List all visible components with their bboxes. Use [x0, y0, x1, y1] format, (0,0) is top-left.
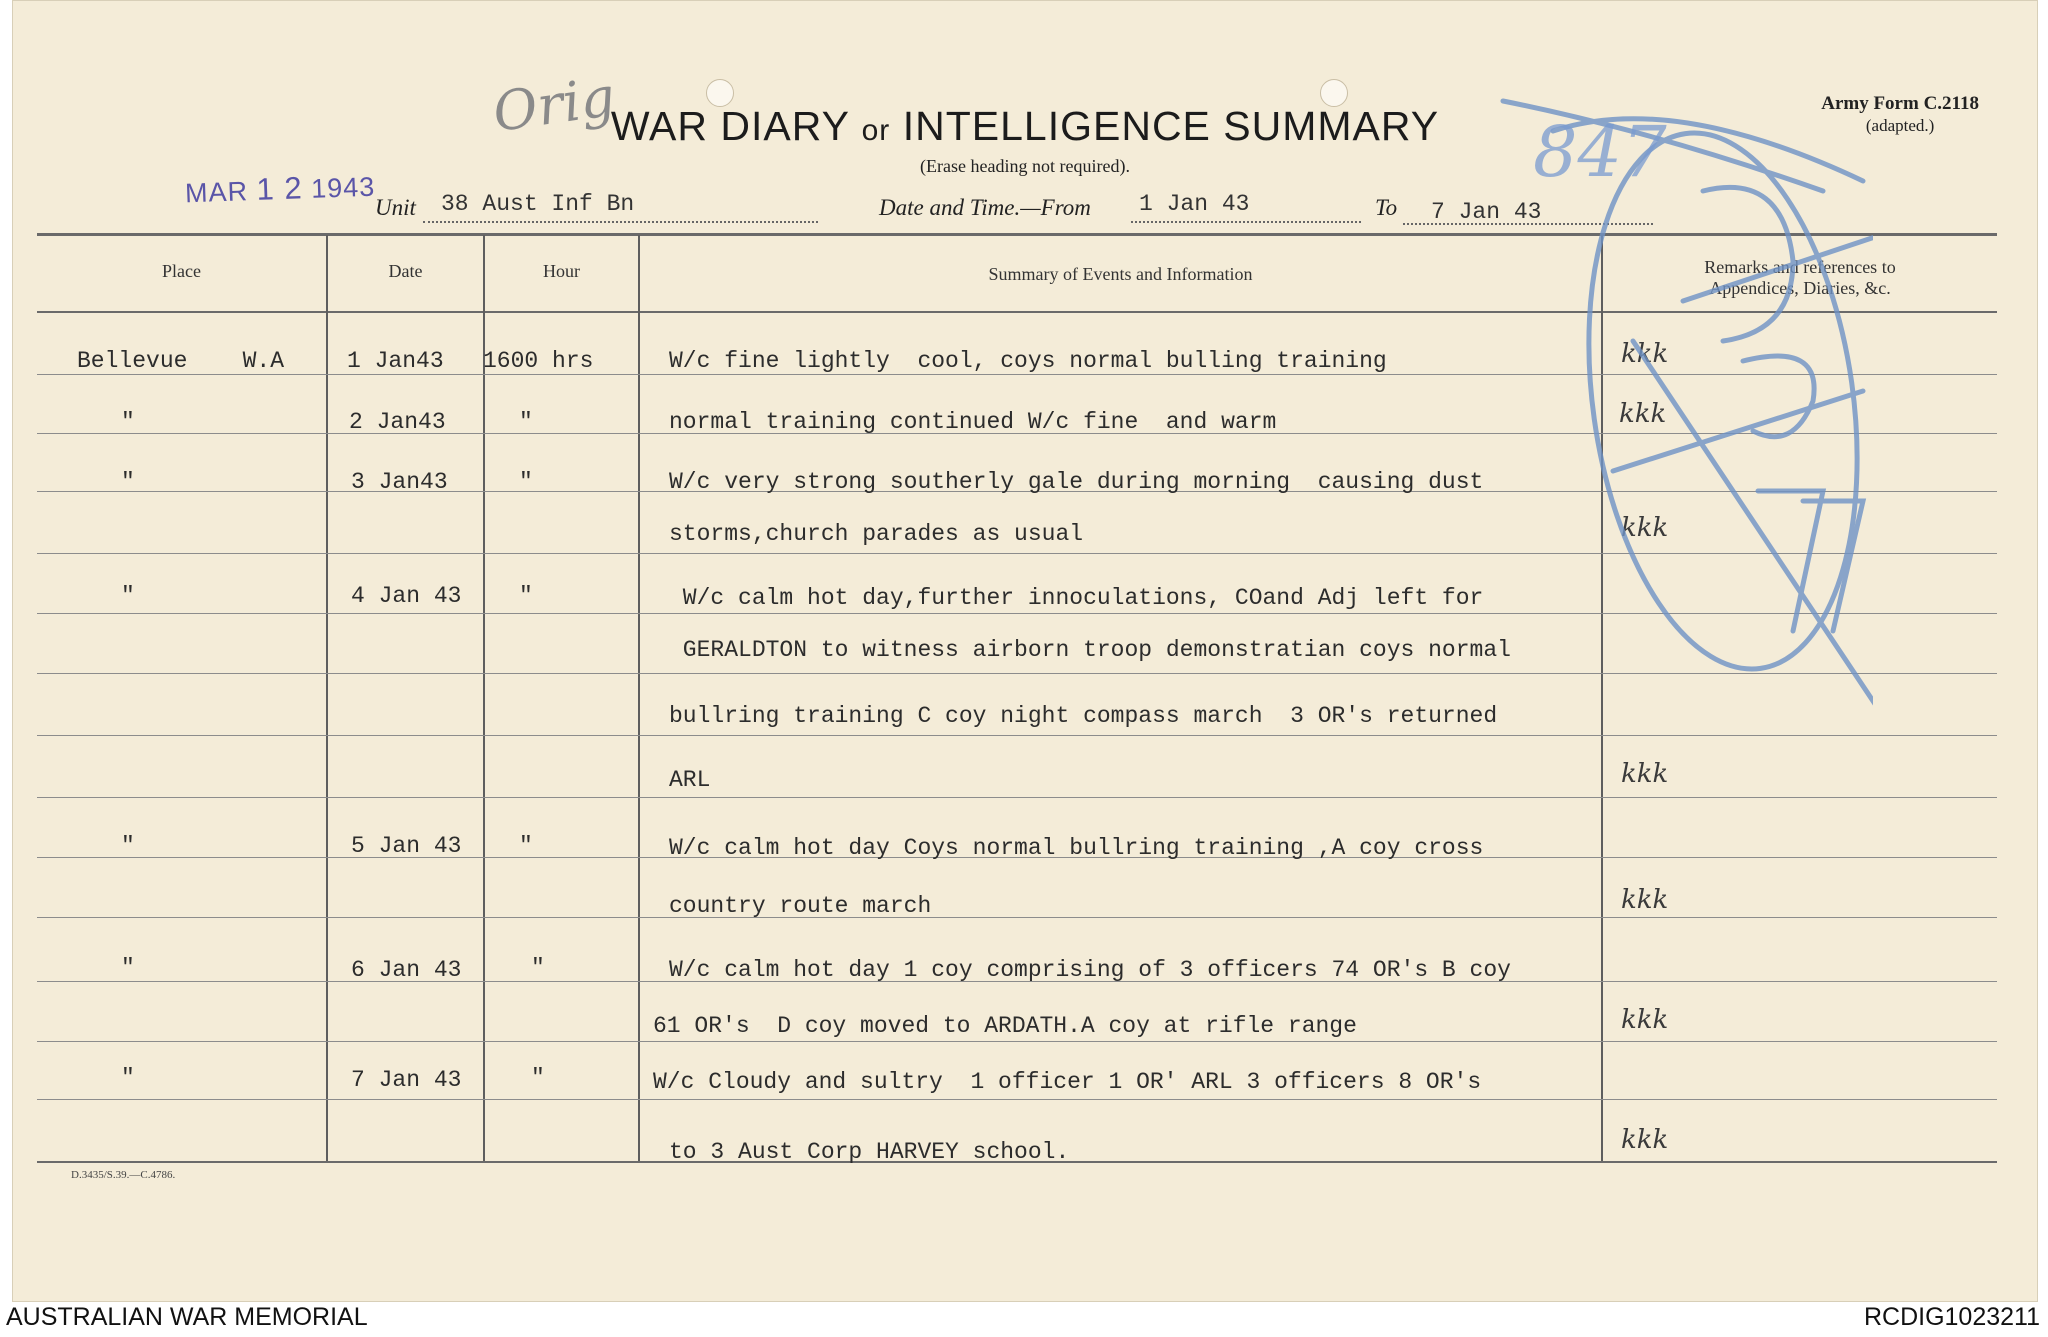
cell-place: "	[121, 469, 135, 495]
row-rule	[37, 1099, 1997, 1100]
to-value: 7 Jan 43	[1431, 199, 1542, 225]
pencil-strike-mid2	[1683, 231, 1873, 301]
from-value: 1 Jan 43	[1139, 191, 1250, 217]
stamp-day: 1 2	[255, 170, 304, 207]
cell-hour: "	[519, 833, 533, 859]
header-remarks-line1: Remarks and references to	[1704, 257, 1896, 277]
diary-sheet	[12, 0, 2038, 1302]
cell-summary: W/c very strong southerly gale during morning causing dust	[669, 469, 1484, 495]
row-rule	[37, 1041, 1997, 1042]
date-stamp	[184, 168, 375, 211]
cell-date: 5 Jan 43	[351, 833, 462, 859]
unit-value: 38 Aust Inf Bn	[441, 191, 635, 217]
header-summary: Summary of Events and Information	[988, 264, 1253, 284]
row-rule	[37, 917, 1997, 918]
cell-summary: GERALDTON to witness airborn troop demonstratian coys normal	[669, 637, 1511, 663]
cell-place: "	[121, 833, 135, 859]
handwritten-orig: Orig	[489, 64, 619, 145]
header-date: Date	[388, 261, 423, 281]
cell-place: "	[121, 409, 135, 435]
cell-remark-initials: kkk	[1621, 339, 1669, 369]
cell-remark-initials: kkk	[1621, 885, 1669, 915]
title-intelligence-summary: INTELLIGENCE SUMMARY	[902, 103, 1440, 149]
cell-place: "	[121, 583, 135, 609]
unit-dotted-line	[423, 221, 818, 223]
stamp-month: MAR	[184, 176, 249, 209]
army-form-number: Army Form C.2118	[1821, 93, 1979, 114]
cell-remark-initials: kkk	[1621, 1125, 1669, 1155]
row-rule	[37, 797, 1997, 798]
header-remarks-line2: Appendices, Diaries, &c.	[1709, 278, 1891, 298]
cell-summary: W/c calm hot day 1 coy comprising of 3 officers 74 OR's B coy	[669, 957, 1511, 983]
cell-summary: W/c calm hot day Coys normal bullring training ,A coy cross	[669, 835, 1484, 861]
cell-remark-initials: kkk	[1621, 513, 1669, 543]
header-place: Place	[162, 261, 201, 281]
blue-pencil-annotation	[1493, 71, 1873, 751]
unit-label: Unit	[375, 195, 416, 220]
cell-date: 2 Jan43	[349, 409, 446, 435]
cell-hour: "	[531, 1065, 545, 1091]
cell-summary: to 3 Aust Corp HARVEY school.	[669, 1139, 1070, 1165]
cell-place: "	[121, 1065, 135, 1091]
cell-summary: W/c Cloudy and sultry 1 officer 1 OR' ARL 3 officers 8 OR's	[653, 1069, 1482, 1095]
cell-summary: storms,church parades as usual	[669, 521, 1084, 547]
from-dotted-line	[1131, 221, 1361, 223]
cell-date: 6 Jan 43	[351, 957, 462, 983]
cell-remark-initials: kkk	[1621, 759, 1669, 789]
pencil-ref-top: 847	[1533, 111, 1667, 193]
cell-hour: 1600 hrs	[483, 348, 594, 374]
pencil-ref-mid: 8/3/77	[1643, 491, 1647, 492]
cell-place: Bellevue W.A	[77, 348, 285, 374]
datetime-label: Date and Time.—From	[879, 195, 1091, 220]
to-label: To	[1375, 195, 1398, 220]
cell-hour: "	[519, 469, 533, 495]
footer-left: AUSTRALIAN WAR MEMORIAL	[6, 1303, 368, 1331]
cell-place: "	[121, 955, 135, 981]
cell-hour: "	[519, 409, 533, 435]
print-code: D.3435/S.39.—C.4786.	[71, 1169, 176, 1181]
cell-summary: normal training continued W/c fine and warm	[669, 409, 1277, 435]
footer-right: RCDIG1023211	[1863, 1303, 2040, 1331]
cell-remark-initials: kkk	[1619, 399, 1667, 429]
cell-summary: 61 OR's D coy moved to ARDATH.A coy at rifle range	[653, 1013, 1357, 1039]
cell-date: 7 Jan 43	[351, 1067, 462, 1093]
cell-summary: country route march	[669, 893, 932, 919]
cell-date: 1 Jan43	[347, 348, 444, 374]
title-or: or	[861, 114, 891, 147]
cell-hour: "	[531, 955, 545, 981]
cell-remark-initials: kkk	[1621, 1005, 1669, 1035]
cell-hour: "	[519, 583, 533, 609]
header-hour: Hour	[543, 261, 580, 281]
erase-note: (Erase heading not required).	[920, 156, 1130, 176]
cell-date: 3 Jan43	[351, 469, 448, 495]
pencil-strike-mid	[1613, 391, 1863, 471]
army-form-adapted: (adapted.)	[1865, 116, 1935, 135]
cell-date: 4 Jan 43	[351, 583, 462, 609]
cell-summary: bullring training C coy night compass march 3 OR's returned	[669, 703, 1498, 729]
cell-summary: ARL	[669, 767, 711, 793]
stamp-year: 1943	[310, 171, 376, 204]
cell-summary: W/c fine lightly cool, coys normal bulling training	[669, 348, 1387, 374]
title-war-diary: WAR DIARY	[610, 103, 850, 149]
pencil-digit-8	[1703, 187, 1793, 341]
cell-summary: W/c calm hot day,further innoculations, COand Adj left for	[669, 585, 1484, 611]
